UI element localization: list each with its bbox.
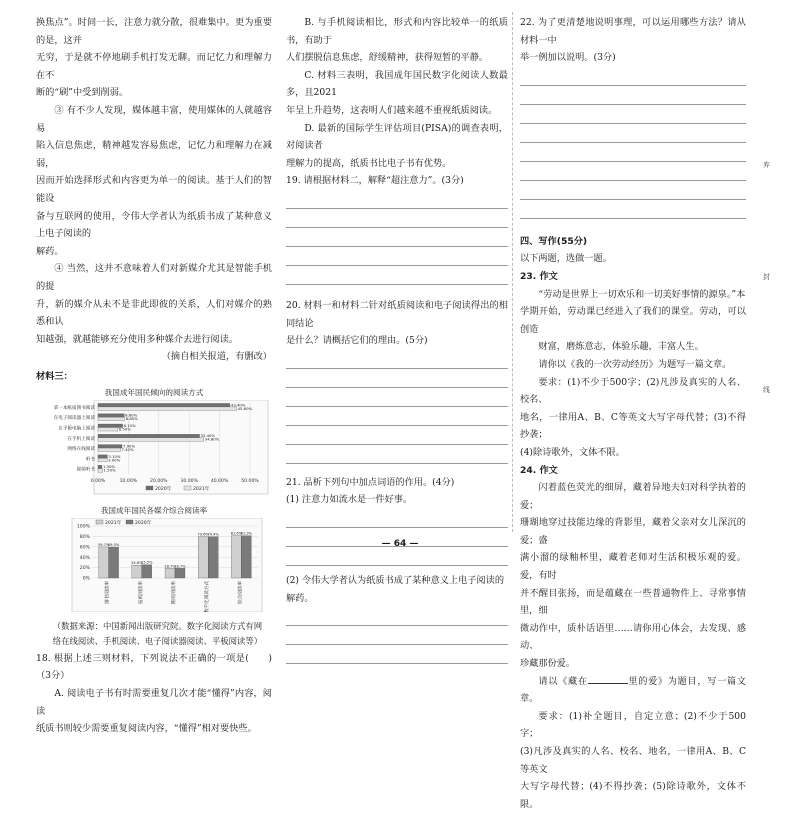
chart1-bar [98, 414, 124, 417]
q23-prompt-line: 财富，磨炼意志，体验乐趣，丰富人生。 [538, 341, 704, 353]
chart1-category-label: 在平板电脑上阅读 [58, 426, 95, 432]
chart1-data-label: 6.50% [118, 426, 131, 432]
chart1-tick-label: 20.00% [150, 479, 168, 485]
chart1-tick-label: 30.00% [180, 479, 198, 485]
question-18: 18. 根据上述三则材料，下列说法不正确的一项是( )（3分） [36, 652, 272, 682]
question-22: 举一例加以说明。(3分) [520, 52, 616, 64]
chart2-tick-label: 80% [79, 535, 90, 541]
q24-prompt-line: 并不醒目张扬，而是蕴藏在一些普通物件上、寻常事情里，细 [520, 587, 746, 617]
chart2-tick-label: 100% [76, 524, 90, 530]
chart2-bar [109, 547, 119, 578]
paragraph-line: 陷入信息焦虑，精神越发容易焦虑，记忆力和理解力在减弱， [36, 140, 272, 169]
chart2-bar [175, 568, 185, 578]
chart1-data-label: 8.10% [123, 423, 136, 429]
paragraph-line: 升，新的媒介从未不是非此即彼的关系，人们对媒介的熟悉和认 [36, 298, 272, 328]
question-19: 19. 请根据材料二，解释“超注意力”。(3分) [286, 175, 464, 187]
paragraph-line: 断的“刷”中受到削弱。 [36, 87, 129, 99]
chart1-bar [98, 418, 125, 421]
chart1-tick-label: 50.00% [241, 479, 259, 485]
chart1-legend-swatch [146, 486, 153, 490]
chart1-bar [98, 466, 102, 469]
chart1-bar [98, 455, 107, 458]
title-blank[interactable] [588, 673, 628, 684]
q24-prompt-line: 珊瑚地穿过技能边缘的背影里，藏着父亲对女儿深沉的爱；盛 [520, 517, 746, 546]
answer-area-22[interactable] [520, 67, 746, 219]
material-heading: 材料三： [36, 370, 73, 382]
q24-requirement: 大写字母代替；(4)不得抄袭；(5)除诗歌外，文体不限。 [520, 781, 746, 810]
option-d-line: 理解力的提高，纸质书比电子书有优势。 [286, 157, 452, 169]
paragraph-line: 换焦点”。时间一长，注意力就分散，很难集中。更为重要的是，这并 [36, 17, 272, 46]
chart1-legend-swatch [184, 486, 191, 490]
chart1-bar [98, 459, 107, 462]
q23-requirement: (4)除诗歌外，文体不限。 [520, 446, 625, 458]
chart2-data-label: 18.7% [174, 564, 186, 569]
instruction: 以下两题，选做一题。 [520, 253, 612, 265]
section-heading: 四、写作(55分) [520, 235, 588, 247]
chart2-data-label: 81.6% [230, 531, 243, 536]
page-number: — 64 — [381, 539, 419, 549]
chart2-data-label: 24.6% [131, 561, 143, 566]
chart2-category-label: 数字化阅读方式 [205, 581, 211, 613]
chart1-category-label: 网络在线阅读 [67, 447, 95, 453]
q23-requirement: 地名，一律用A、B、C等英文大写字母代替；(3)不得抄袭； [520, 411, 746, 441]
chart2-category-label: 综合阅读率 [238, 581, 244, 605]
question-20: 是什么？请概括它们的理由。(5分) [286, 335, 428, 347]
chart1-data-label: 3.10% [108, 454, 121, 460]
chart2-legend-label: 2020年 [135, 521, 152, 527]
chart1-title: 我国成年国民倾向的阅读方式 [104, 388, 204, 398]
chart1-legend-label: 2021年 [193, 487, 210, 493]
question-21-item-1: (1) 注意力如流水是一件好事。 [286, 494, 413, 506]
column-left [36, 14, 272, 738]
chart2-data-label: 81.3% [240, 531, 253, 536]
q24-requirement: (3)凡涉及真实的人名、校名、地名，一律用A、B、C等英文 [520, 746, 746, 775]
option-c-line: C. 材料三表明，我国成年国民数字化阅读人数最多，且2021 [286, 69, 508, 99]
chart1-category-label: 在手机上阅读 [67, 437, 95, 443]
option-b-line: B. 与手机阅读相比，形式和内容比较单一的纸质书，有助于 [286, 17, 508, 46]
question-21-item-2: 解药。 [286, 592, 314, 604]
chart1-category-label: 视频听书 [76, 468, 95, 474]
chart1-bar [98, 407, 237, 410]
q24-prompt-line: 闪着蓝色荧光的细屏，藏着异地夫妇对科学执着的爱； [520, 482, 746, 511]
chart2-bar [99, 547, 109, 578]
chart2-tick-label: 0% [82, 576, 90, 582]
option-d-line: D. 最新的国际学生评估项目(PISA)的调查表明，对阅读者 [286, 122, 508, 152]
chart1-data-label: 33.40% [200, 433, 216, 439]
chart1-data-label: 7.90% [123, 443, 136, 449]
chart1-bar [98, 449, 120, 452]
source-note: （摘自相关报道，有删改） [161, 351, 272, 363]
side-mark: 封 [763, 273, 770, 281]
chart1-category-label: 拿一本纸质图书阅读 [53, 406, 95, 412]
chart2-data-label: 59.5% [107, 543, 120, 548]
paragraph-line: 因而开始选择形式和内容更为单一的阅读。基于人们的智能设 [36, 175, 272, 204]
chart1-tick-label: 0.00% [90, 479, 106, 485]
paragraph-line: 无穷，于是就不停地刷手机打发无聊。而记忆力和理解力在不 [36, 52, 272, 81]
chart1-bar [98, 438, 204, 441]
paragraph-line: 备与互联网的使用，令伟大学者认为纸质书成了某种意义上电子阅读的 [36, 210, 272, 240]
chart1-data-label: 3.00% [108, 457, 121, 463]
chart2-bar [165, 568, 175, 578]
question-20: 20. 材料一和材料二针对纸质阅读和电子阅读得出的相同结论 [286, 299, 508, 329]
paragraph-line: 解药。 [36, 245, 64, 257]
paragraph-line: ③ 有不少人发现，媒体越丰富，使用媒体的人就越容易 [36, 104, 272, 134]
chart2-bar [132, 565, 142, 578]
question-24: 24. 作文 [520, 464, 558, 476]
question-22: 22. 为了更清楚地说明事理，可以运用哪些方法？请从材料一中 [520, 17, 746, 46]
chart1-bar [98, 404, 230, 407]
option-c-line: 年呈上升趋势，这表明人们越来越不重视纸质阅读。 [286, 104, 498, 116]
chart1-data-label: 34.80% [204, 437, 220, 443]
chart2-title: 我国成年国民各媒介综合阅读率 [100, 506, 208, 516]
chart1-data-label: 8.60% [125, 413, 138, 419]
chart1-legend-label: 2020年 [155, 487, 172, 493]
side-mark: 弃 [763, 161, 770, 169]
chart1-bar [98, 445, 122, 448]
option-a-line: 纸质书则较少需要重复阅读内容，“懂得”相对要快些。 [36, 723, 257, 735]
chart2-data-label: 59.7% [97, 543, 110, 548]
paragraph-line: 知越强，就越能够充分使用多种媒介去进行阅读。 [36, 333, 239, 345]
column-divider [512, 12, 513, 532]
option-b-line: 人们摆脱信息焦虑，舒缓精神，获得短暂的平静。 [286, 52, 489, 64]
chart1-bar [98, 469, 103, 472]
q23-prompt-line: 学期开始，劳动课已经进入了我们的课堂。劳动，可以创造 [520, 306, 746, 335]
chart2-legend-label: 2021年 [105, 521, 122, 527]
answer-area-19[interactable] [286, 190, 508, 285]
column-right [520, 14, 746, 813]
media-reading-rate-chart [36, 518, 272, 612]
chart2-data-label: 79.4% [207, 532, 219, 537]
chart2-category-label: 图书阅读率 [105, 581, 111, 605]
chart1-category-label: 在电子阅读器上阅读 [53, 416, 95, 422]
data-source-note: 络在线阅读、手机阅读、电子阅读器阅读、平板阅读等） [52, 636, 263, 647]
chart2-data-label: 25.5% [141, 560, 153, 565]
answer-area-20[interactable] [286, 350, 508, 464]
chart1-data-label: 45.60% [237, 406, 253, 412]
side-mark: 线 [763, 386, 770, 394]
chart2-data-label: 79.6% [197, 532, 209, 537]
chart1-data-label: 1.30% [102, 464, 116, 470]
chart2-tick-label: 40% [79, 555, 90, 561]
chart1-data-label: 43.40% [230, 402, 246, 408]
chart1-data-label: 7.40% [121, 447, 134, 453]
q23-requirement: 要求：(1)不少于500字；(2)凡涉及真实的人名、校名、 [520, 376, 746, 406]
question-23: 23. 作文 [520, 270, 558, 282]
chart1-data-label: 8.80% [125, 416, 138, 422]
chart2-category-label: 期刊阅读率 [172, 581, 177, 605]
q24-prompt-line: 微动作中，质朴话语里……请你用心体会，去发现、感动、 [520, 622, 746, 652]
chart2-legend-swatch [126, 520, 133, 524]
chart2-tick-label: 20% [79, 566, 90, 572]
q23-prompt-line: “劳动是世界上一切欢乐和一切美好事情的源泉。”本 [538, 288, 746, 300]
reading-method-chart [36, 400, 272, 496]
chart2-bar [142, 565, 152, 578]
chart2-legend-swatch [96, 520, 103, 524]
data-source-note: （数据来源：中国新闻出版研究院。数字化阅读方式有网 [52, 620, 263, 631]
chart1-data-label: 1.50% [103, 468, 116, 474]
chart1-category-label: 听书 [85, 457, 95, 463]
chart1-bar [98, 435, 200, 438]
q24-requirement: 要求：(1)补全题目，自定立意；(2)不少于500字； [520, 710, 746, 740]
answer-area-21-2[interactable] [286, 607, 508, 664]
option-a-line: A. 阅读电子书有时需要重复几次才能“懂得”内容，阅读 [36, 688, 272, 717]
paragraph-line: ④ 当然，这并不意味着人们对新媒介尤其是智能手机的提 [36, 263, 272, 292]
q24-task: 请以《藏在 里的爱》为题目，写一篇文章。 [520, 673, 746, 708]
chart2-data-label: 18.7% [164, 564, 176, 569]
q24-prompt-line: 满小溜的绿釉杯里，藏着老师对生活积极乐观的爱。爱，有时 [520, 552, 746, 582]
answer-area-21-1[interactable] [286, 509, 508, 566]
chart1-tick-label: 40.00% [210, 479, 229, 485]
chart2-category-label: 报纸阅读率 [138, 581, 144, 605]
question-21: 21. 品析下列句中加点词语的作用。(4分) [286, 476, 455, 488]
chart1-bar [98, 428, 118, 431]
chart2-tick-label: 60% [79, 545, 90, 551]
chart1-tick-label: 10.00% [119, 479, 138, 485]
column-middle [286, 14, 508, 664]
question-21-item-2: (2) 令伟大学者认为纸质书成了某种意义上电子阅读的 [286, 574, 505, 586]
q23-task: 请你以《我的一次劳动经历》为题写一篇文章。 [538, 358, 732, 370]
q24-prompt-line: 珍藏那份爱。 [520, 658, 576, 670]
